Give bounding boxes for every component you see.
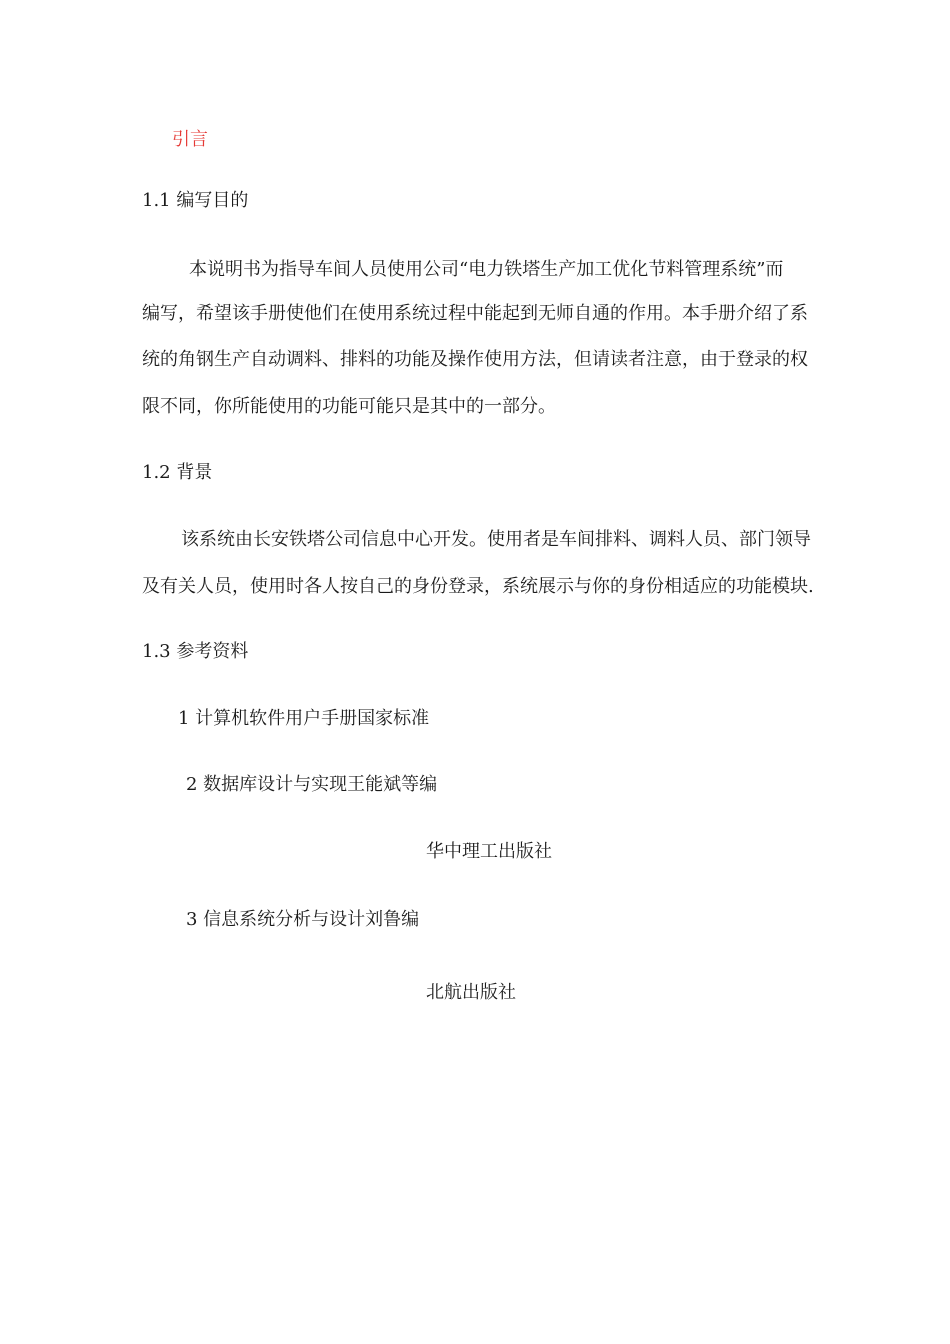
paragraph-1-1-line-3: 统的角钢生产自动调料、排料的功能及操作使用方法，但请读者注意，由于登录的权	[142, 349, 808, 370]
section-heading-1-2: 1.2 背景	[142, 462, 213, 483]
reference-item-1: 1 计算机软件用户手册国家标准	[178, 708, 430, 729]
paragraph-1-1-line-1: 本说明书为指导车间人员使用公司“电力铁塔生产加工优化节料管理系统”而	[189, 259, 784, 280]
intro-title: 引言	[172, 129, 208, 150]
reference-publisher-2: 华中理工出版社	[426, 841, 552, 862]
paragraph-1-2-line-2: 及有关人员，使用时各人按自己的身份登录，系统展示与你的身份相适应的功能模块.	[142, 576, 814, 597]
paragraph-1-2-line-1: 该系统由长安铁塔公司信息中心开发。使用者是车间排料、调料人员、部门领导	[181, 529, 811, 550]
paragraph-1-1-line-4: 限不同，你所能使用的功能可能只是其中的一部分。	[142, 396, 556, 417]
paragraph-1-1-line-2: 编写，希望该手册使他们在使用系统过程中能起到无师自通的作用。本手册介绍了系	[142, 303, 808, 324]
reference-item-2: 2 数据库设计与实现王能斌等编	[186, 774, 438, 795]
section-heading-1-3: 1.3 参考资料	[142, 641, 249, 662]
section-heading-1-1: 1.1 编写目的	[142, 190, 249, 211]
reference-publisher-3: 北航出版社	[426, 982, 516, 1003]
reference-item-3: 3 信息系统分析与设计刘鲁编	[186, 909, 420, 930]
